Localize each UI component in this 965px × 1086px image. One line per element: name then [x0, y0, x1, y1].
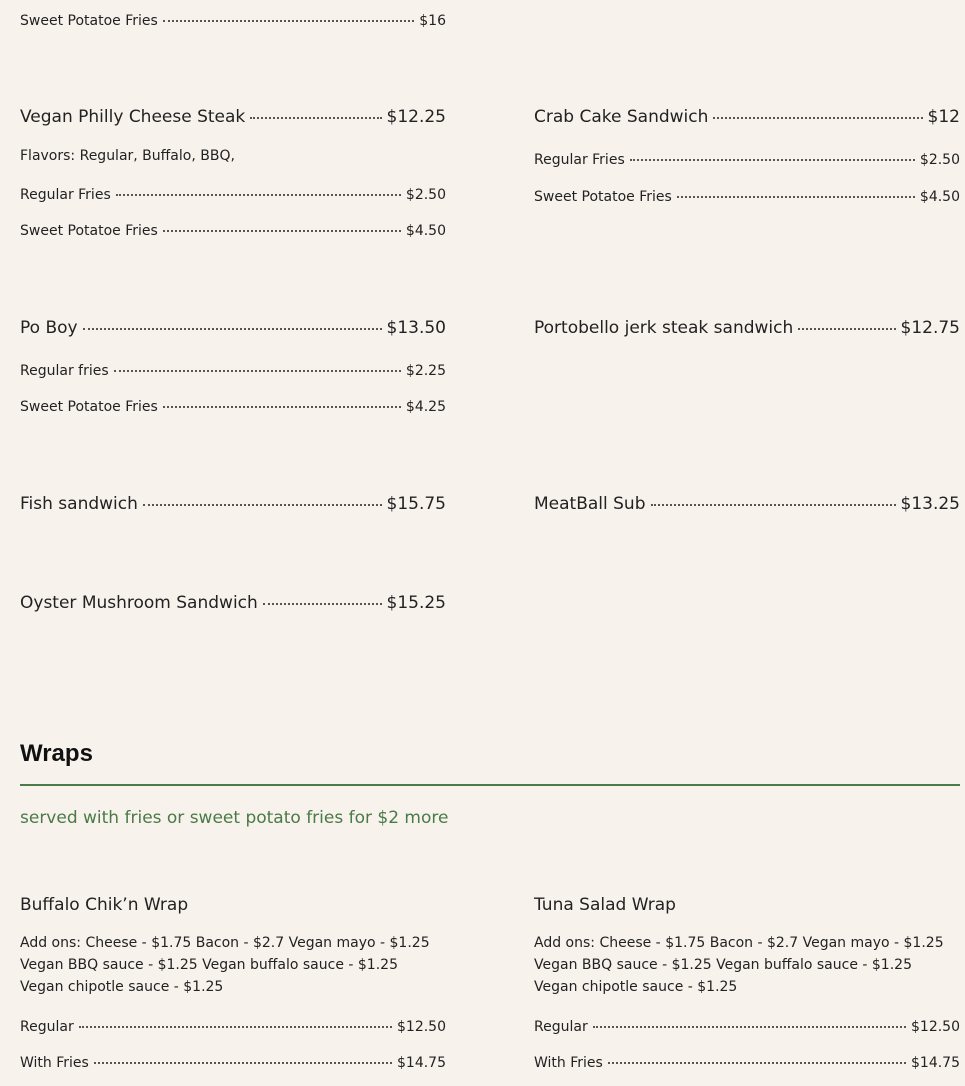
dot-leader: [163, 406, 401, 408]
option-name: Sweet Potatoe Fries: [20, 223, 158, 239]
option-name: Sweet Potatoe Fries: [20, 13, 158, 29]
dot-leader: [83, 328, 382, 330]
dot-leader: [593, 1026, 906, 1028]
option-name: Regular: [20, 1019, 74, 1035]
menu-option-row: [20, 1055, 446, 1071]
option-name: Regular fries: [20, 363, 109, 379]
dot-leader: [630, 159, 915, 161]
item-price: $13.25: [900, 494, 960, 514]
option-name: Sweet Potatoe Fries: [534, 189, 672, 205]
dot-leader: [250, 117, 381, 119]
item-name: Fish sandwich: [20, 494, 138, 514]
menu-item-portobello: [534, 318, 960, 338]
dot-leader: [713, 117, 922, 119]
dot-leader: [114, 370, 401, 372]
option-name: Regular Fries: [20, 187, 111, 203]
item-price: $12.25: [386, 107, 446, 127]
section-title: Wraps: [20, 740, 93, 767]
menu-option-row: [20, 399, 446, 415]
dot-leader: [263, 603, 382, 605]
menu-option-row: [20, 13, 446, 29]
item-price: $13.50: [386, 318, 446, 338]
item-price: $12.75: [900, 318, 960, 338]
menu-option-row: [20, 1019, 446, 1035]
menu-item-fish: [20, 494, 446, 514]
option-price: $4.50: [405, 223, 446, 239]
option-name: Regular: [534, 1019, 588, 1035]
dot-leader: [116, 194, 401, 196]
option-price: $2.50: [405, 187, 446, 203]
option-price: $12.50: [911, 1019, 960, 1035]
option-price: $4.25: [405, 399, 446, 415]
menu-item-po-boy: [20, 318, 446, 338]
menu-item-meatball: [534, 494, 960, 514]
option-price: $14.75: [911, 1055, 960, 1071]
item-flavors: Flavors: Regular, Buffalo, BBQ,: [20, 148, 235, 164]
section-subtitle: served with fries or sweet potato fries for $2 more: [20, 808, 449, 828]
menu-option-row: [534, 1019, 960, 1035]
menu-option-row: [20, 187, 446, 203]
item-name: Po Boy: [20, 318, 78, 338]
item-price: $15.75: [386, 494, 446, 514]
item-name: Vegan Philly Cheese Steak: [20, 107, 246, 127]
option-price: $2.25: [405, 363, 446, 379]
menu-option-row: [20, 223, 446, 239]
item-name: MeatBall Sub: [534, 494, 646, 514]
item-name: Portobello jerk steak sandwich: [534, 318, 794, 338]
menu-item-oyster: [20, 593, 446, 613]
menu-item-crab-cake: [534, 107, 960, 127]
option-name: Regular Fries: [534, 152, 625, 168]
option-price: $4.50: [919, 189, 960, 205]
option-name: With Fries: [534, 1055, 603, 1071]
option-name: With Fries: [20, 1055, 89, 1071]
dot-leader: [79, 1026, 392, 1028]
dot-leader: [651, 504, 896, 506]
dot-leader: [608, 1062, 906, 1064]
item-addons: Add ons: Cheese - $1.75 Bacon - $2.7 Vegan mayo - $1.25 Vegan BBQ sauce - $1.25 Vegan buffalo sauce - $1.25 Vegan chipotle sauce - $1.25: [534, 935, 944, 995]
option-price: $14.75: [397, 1055, 446, 1071]
section-divider: [20, 784, 960, 786]
dot-leader: [163, 230, 401, 232]
menu-option-row: [534, 189, 960, 205]
item-price: $12: [927, 107, 960, 127]
menu-item-tuna-wrap: Tuna Salad Wrap: [534, 895, 676, 915]
menu-option-row: [534, 152, 960, 168]
option-price: $2.50: [919, 152, 960, 168]
menu-item-buffalo-wrap: Buffalo Chik’n Wrap: [20, 895, 189, 915]
item-addons: Add ons: Cheese - $1.75 Bacon - $2.7 Vegan mayo - $1.25 Vegan BBQ sauce - $1.25 Vegan buffalo sauce - $1.25 Vegan chipotle sauce - $1.25: [20, 935, 430, 995]
dot-leader: [94, 1062, 392, 1064]
dot-leader: [677, 196, 915, 198]
option-price: $12.50: [397, 1019, 446, 1035]
option-price: $16: [419, 13, 446, 29]
item-name: Crab Cake Sandwich: [534, 107, 709, 127]
dot-leader: [798, 328, 895, 330]
option-name: Sweet Potatoe Fries: [20, 399, 158, 415]
menu-option-row: [20, 363, 446, 379]
dot-leader: [163, 20, 414, 22]
item-price: $15.25: [386, 593, 446, 613]
menu-option-row: [534, 1055, 960, 1071]
menu-item-vegan-philly: [20, 107, 446, 127]
dot-leader: [143, 504, 382, 506]
item-name: Oyster Mushroom Sandwich: [20, 593, 258, 613]
